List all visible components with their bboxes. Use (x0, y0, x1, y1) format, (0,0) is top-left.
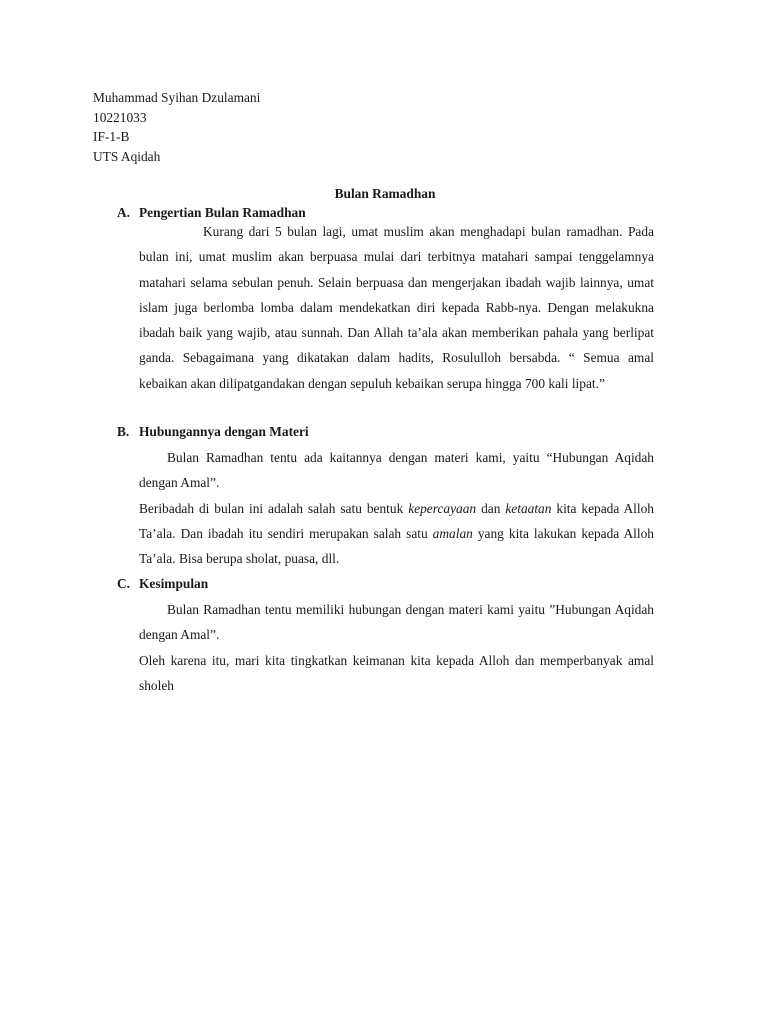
exam-subject: UTS Aqidah (93, 148, 161, 164)
section-b-paragraph-1: Bulan Ramadhan tentu ada kaitannya dengan materi kami, yaitu “Hubungan Aqidah dengan Amal”. (139, 450, 654, 491)
section-a-title: Pengertian Bulan Ramadhan (139, 205, 306, 220)
author-header (93, 88, 260, 166)
term-kepercayaan: kepercayaan (408, 500, 477, 516)
section-b-letter: B. (117, 424, 130, 439)
section-b-heading (117, 422, 654, 441)
class-label: IF-1-B (93, 129, 130, 144)
document-title: Bulan Ramadhan (334, 186, 436, 201)
term-ketaatan: ketaatan (505, 500, 552, 516)
author-name: Muhammad Syihan Dzulamani (93, 90, 261, 105)
section-c-body (139, 597, 654, 698)
term-amalan: amalan (432, 525, 473, 541)
section-b-p2-text-1: Beribadah di bulan ini adalah salah satu bentuk (139, 500, 409, 516)
section-c (117, 574, 654, 698)
section-b (117, 422, 654, 571)
section-b-p2-text-4: yang kita lakukan kepada Alloh Ta’ala. Bisa berupa sholat, puasa, dll. (139, 525, 654, 567)
section-c-paragraph-2: Oleh karena itu, mari kita tingkatkan keimanan kita kepada Alloh dan memperbanyak amal sholeh (139, 652, 654, 693)
section-c-heading (117, 574, 654, 593)
section-b-title: Hubungannya dengan Materi (139, 424, 309, 439)
section-b-p2-text-3: kita kepada Alloh Ta’ala. Dan ibadah itu sendiri merupakan salah satu (139, 500, 654, 541)
section-c-title: Kesimpulan (139, 576, 209, 591)
section-c-paragraph-1: Bulan Ramadhan tentu memiliki hubungan dengan materi kami yaitu ”Hubungan Aqidah dengan Amal”. (139, 602, 654, 643)
section-c-letter: C. (117, 576, 131, 591)
student-id: 10221033 (93, 109, 147, 125)
section-a-letter: A. (117, 205, 131, 220)
section-b-p2-text-2: dan (476, 500, 506, 516)
section-a-body (139, 219, 654, 396)
section-b-paragraph-2 (139, 496, 654, 572)
section-a-paragraph-1: Kurang dari 5 bulan lagi, umat muslim akan menghadapi bulan ramadhan. Pada bulan ini, umat muslim akan berpuasa mulai dari terbitnya matahari sampai tenggelamnya matahari selama sebulan penuh. Selain berpuasa dan mengerjakan ibadah wajib lainnya, umat islam juga berlomba lomba dalam mendekatkan diri kepada Rabb-nya. Dengan melakukna ibadah baik yang wajib, atau sunnah. Dan Allah ta’ala akan memberikan pahala yang berlipat ganda. Sebagaimana yang dikatakan dalam hadits, Rosululloh bersabda. “ Semua amal kebaikan akan dilipatgandakan dengan sepuluh kebaikan serupa hingga 700 kali lipat.” (139, 224, 654, 391)
section-b-body (139, 445, 654, 571)
section-a (117, 203, 654, 396)
